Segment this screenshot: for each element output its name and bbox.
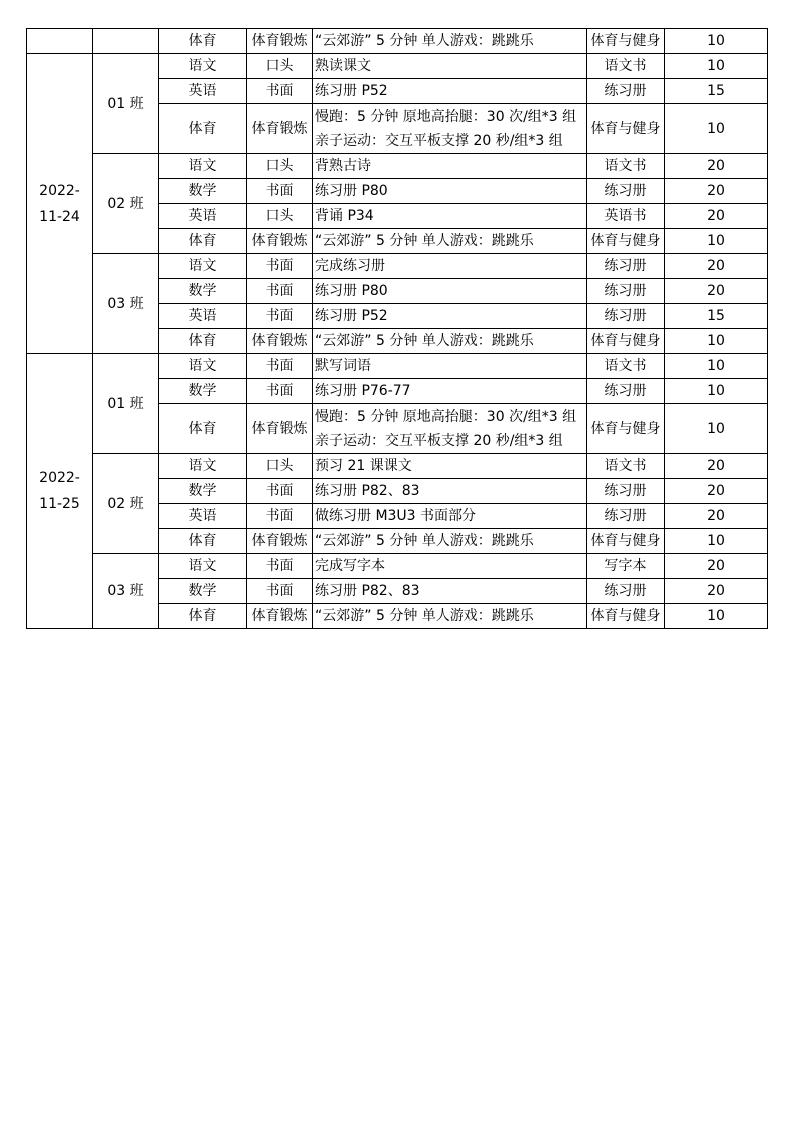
content-line: 预习 21 课课文 <box>315 458 412 474</box>
material-cell: 语文书 <box>587 354 665 379</box>
content-line: 练习册 P80 <box>315 183 388 199</box>
class-cell: 03 班 <box>93 254 159 354</box>
homework-type-cell: 口头 <box>247 454 313 479</box>
content-line: 完成练习册 <box>315 258 385 274</box>
content-line: 练习册 P76-77 <box>315 383 411 399</box>
subject-cell: 数学 <box>159 579 247 604</box>
content-cell <box>313 529 587 554</box>
subject-cell: 英语 <box>159 304 247 329</box>
content-cell <box>313 154 587 179</box>
content-cell <box>313 404 587 454</box>
table-row <box>27 554 768 579</box>
material-cell: 语文书 <box>587 54 665 79</box>
minutes-cell: 10 <box>665 404 768 454</box>
subject-cell: 语文 <box>159 254 247 279</box>
date-cell <box>27 29 93 54</box>
table-row <box>27 29 768 54</box>
content-line: 亲子运动：交互平板支撑 20 秒/组*3 组 <box>315 132 563 149</box>
table-row <box>27 354 768 379</box>
minutes-cell: 10 <box>665 354 768 379</box>
subject-cell: 英语 <box>159 79 247 104</box>
content-cell <box>313 104 587 154</box>
content-line: 练习册 P52 <box>315 308 388 324</box>
content-cell <box>313 29 587 54</box>
homework-type-cell: 书面 <box>247 279 313 304</box>
minutes-cell: 20 <box>665 254 768 279</box>
homework-type-cell: 体育锻炼 <box>247 229 313 254</box>
content-line: 练习册 P52 <box>315 83 388 99</box>
content-cell <box>313 279 587 304</box>
minutes-cell: 20 <box>665 554 768 579</box>
material-cell: 练习册 <box>587 504 665 529</box>
content-line: 练习册 P80 <box>315 283 388 299</box>
content-cell <box>313 54 587 79</box>
minutes-cell: 15 <box>665 79 768 104</box>
homework-type-cell: 书面 <box>247 479 313 504</box>
content-line: 练习册 P82、83 <box>315 583 420 599</box>
material-cell: 练习册 <box>587 279 665 304</box>
content-line: “云郊游” 5 分钟 单人游戏：跳跳乐 <box>315 608 534 624</box>
minutes-cell: 10 <box>665 104 768 154</box>
material-cell: 体育与健身 <box>587 329 665 354</box>
subject-cell: 数学 <box>159 379 247 404</box>
content-cell <box>313 604 587 629</box>
homework-type-cell: 口头 <box>247 204 313 229</box>
material-cell: 练习册 <box>587 479 665 504</box>
content-cell <box>313 229 587 254</box>
material-cell: 练习册 <box>587 179 665 204</box>
content-cell <box>313 379 587 404</box>
material-cell: 体育与健身 <box>587 604 665 629</box>
content-cell <box>313 304 587 329</box>
subject-cell: 英语 <box>159 204 247 229</box>
subject-cell: 数学 <box>159 279 247 304</box>
minutes-cell: 20 <box>665 179 768 204</box>
content-line: “云郊游” 5 分钟 单人游戏：跳跳乐 <box>315 533 534 549</box>
homework-type-cell: 体育锻炼 <box>247 604 313 629</box>
subject-cell: 体育 <box>159 104 247 154</box>
content-cell <box>313 579 587 604</box>
content-cell <box>313 504 587 529</box>
homework-type-cell: 书面 <box>247 504 313 529</box>
minutes-cell: 15 <box>665 304 768 329</box>
homework-type-cell: 口头 <box>247 154 313 179</box>
content-line: 完成写字本 <box>315 558 385 574</box>
minutes-cell: 10 <box>665 29 768 54</box>
material-cell: 体育与健身 <box>587 229 665 254</box>
material-cell: 练习册 <box>587 579 665 604</box>
subject-cell: 体育 <box>159 604 247 629</box>
table-row <box>27 54 768 79</box>
content-line: “云郊游” 5 分钟 单人游戏：跳跳乐 <box>315 233 534 249</box>
content-cell <box>313 454 587 479</box>
minutes-cell: 20 <box>665 154 768 179</box>
class-cell <box>93 29 159 54</box>
subject-cell: 语文 <box>159 554 247 579</box>
content-line: 熟读课文 <box>315 58 371 74</box>
table-row <box>27 454 768 479</box>
material-cell: 练习册 <box>587 254 665 279</box>
subject-cell: 英语 <box>159 504 247 529</box>
minutes-cell: 20 <box>665 579 768 604</box>
class-cell: 01 班 <box>93 54 159 154</box>
subject-cell: 体育 <box>159 229 247 254</box>
homework-type-cell: 书面 <box>247 579 313 604</box>
subject-cell: 体育 <box>159 529 247 554</box>
homework-type-cell: 书面 <box>247 554 313 579</box>
homework-table <box>26 28 768 629</box>
content-cell <box>313 179 587 204</box>
content-line: 做练习册 M3U3 书面部分 <box>315 508 477 524</box>
material-cell: 练习册 <box>587 379 665 404</box>
homework-type-cell: 体育锻炼 <box>247 29 313 54</box>
content-line: 默写词语 <box>315 358 371 374</box>
minutes-cell: 10 <box>665 604 768 629</box>
homework-type-cell: 书面 <box>247 379 313 404</box>
minutes-cell: 10 <box>665 229 768 254</box>
material-cell: 写字本 <box>587 554 665 579</box>
minutes-cell: 10 <box>665 529 768 554</box>
subject-cell: 体育 <box>159 329 247 354</box>
content-cell <box>313 204 587 229</box>
class-cell: 02 班 <box>93 154 159 254</box>
subject-cell: 语文 <box>159 454 247 479</box>
material-cell: 练习册 <box>587 79 665 104</box>
content-line: “云郊游” 5 分钟 单人游戏：跳跳乐 <box>315 33 534 49</box>
content-line: 慢跑：5 分钟 原地高抬腿：30 次/组*3 组 <box>315 408 577 425</box>
minutes-cell: 20 <box>665 279 768 304</box>
content-line: 慢跑：5 分钟 原地高抬腿：30 次/组*3 组 <box>315 108 577 125</box>
subject-cell: 体育 <box>159 404 247 454</box>
subject-cell: 数学 <box>159 479 247 504</box>
material-cell: 体育与健身 <box>587 404 665 454</box>
date-cell: 2022-11-24 <box>27 54 93 354</box>
material-cell: 练习册 <box>587 304 665 329</box>
table-row <box>27 154 768 179</box>
class-cell: 02 班 <box>93 454 159 554</box>
table-row <box>27 254 768 279</box>
minutes-cell: 20 <box>665 504 768 529</box>
homework-type-cell: 体育锻炼 <box>247 529 313 554</box>
class-cell: 01 班 <box>93 354 159 454</box>
content-cell <box>313 254 587 279</box>
material-cell: 英语书 <box>587 204 665 229</box>
homework-type-cell: 书面 <box>247 254 313 279</box>
homework-type-cell: 体育锻炼 <box>247 404 313 454</box>
content-cell <box>313 554 587 579</box>
homework-type-cell: 体育锻炼 <box>247 329 313 354</box>
subject-cell: 语文 <box>159 154 247 179</box>
minutes-cell: 20 <box>665 479 768 504</box>
content-line: “云郊游” 5 分钟 单人游戏：跳跳乐 <box>315 333 534 349</box>
content-line: 背诵 P34 <box>315 208 374 224</box>
homework-type-cell: 书面 <box>247 79 313 104</box>
content-line: 练习册 P82、83 <box>315 483 420 499</box>
content-cell <box>313 479 587 504</box>
content-cell <box>313 79 587 104</box>
homework-type-cell: 书面 <box>247 304 313 329</box>
minutes-cell: 10 <box>665 379 768 404</box>
content-cell <box>313 329 587 354</box>
minutes-cell: 20 <box>665 454 768 479</box>
minutes-cell: 10 <box>665 54 768 79</box>
material-cell: 体育与健身 <box>587 29 665 54</box>
subject-cell: 语文 <box>159 354 247 379</box>
material-cell: 语文书 <box>587 154 665 179</box>
subject-cell: 体育 <box>159 29 247 54</box>
homework-table-body <box>27 29 768 629</box>
material-cell: 体育与健身 <box>587 529 665 554</box>
subject-cell: 语文 <box>159 54 247 79</box>
homework-type-cell: 口头 <box>247 54 313 79</box>
material-cell: 体育与健身 <box>587 104 665 154</box>
subject-cell: 数学 <box>159 179 247 204</box>
class-cell: 03 班 <box>93 554 159 629</box>
content-line: 背熟古诗 <box>315 158 371 174</box>
material-cell: 语文书 <box>587 454 665 479</box>
minutes-cell: 10 <box>665 329 768 354</box>
homework-type-cell: 书面 <box>247 354 313 379</box>
homework-type-cell: 书面 <box>247 179 313 204</box>
content-line: 亲子运动：交互平板支撑 20 秒/组*3 组 <box>315 432 563 449</box>
homework-type-cell: 体育锻炼 <box>247 104 313 154</box>
date-cell: 2022-11-25 <box>27 354 93 629</box>
content-cell <box>313 354 587 379</box>
minutes-cell: 20 <box>665 204 768 229</box>
